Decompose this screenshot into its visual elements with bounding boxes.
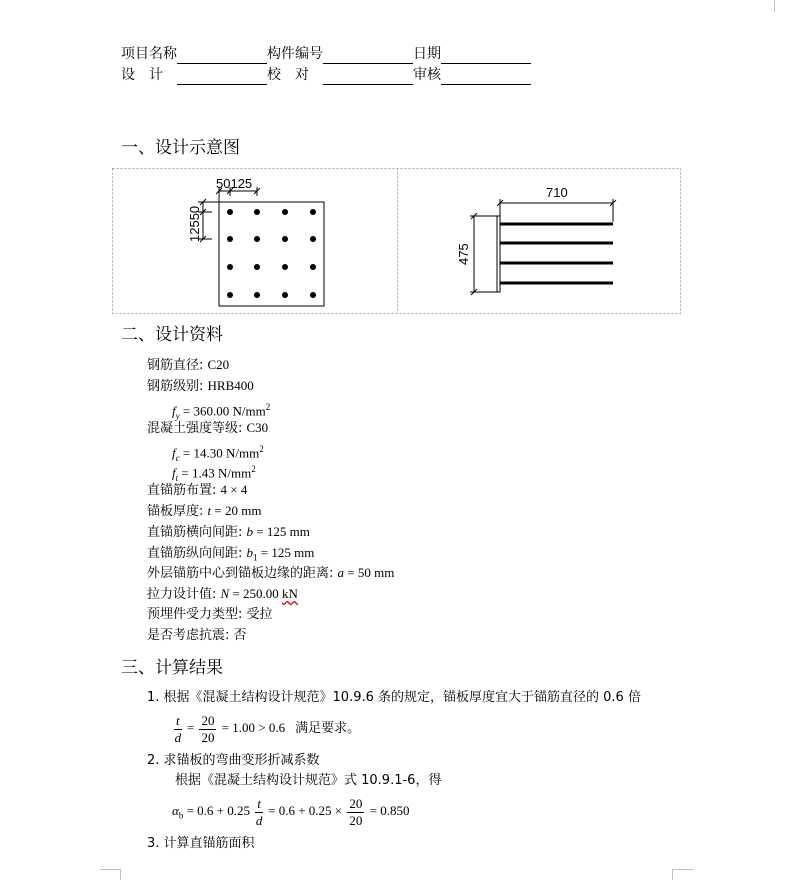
right-side-dimension: [470, 213, 497, 295]
section-heading-diagram: 一、设计示意图: [121, 138, 240, 158]
review-blank: [441, 69, 531, 85]
component-no-blank: [323, 48, 413, 64]
result-2-reference: 根据《混凝土结构设计规范》式 10.9.1-6，得: [175, 773, 442, 788]
fc-subscript: c: [175, 452, 180, 463]
d-denominator: d: [174, 729, 182, 745]
load-type-line: [147, 606, 273, 624]
vertical-spacing-subscript: 1: [253, 552, 258, 563]
result-2-mid2: = 0.6 + 0.25 ×: [264, 803, 346, 818]
result-2-mid: = 0.6 + 0.25: [183, 803, 254, 818]
horizontal-spacing-line: [147, 523, 310, 542]
tension-force-symbol: N: [220, 586, 230, 601]
edge-distance-label: 外层锚筋中心到锚板边缘的距离:: [147, 566, 338, 581]
anchor-bars-elevation: [500, 224, 613, 283]
tension-force-value: = 250.00: [229, 586, 283, 601]
design-blank: [177, 69, 267, 85]
concrete-grade-value: C30: [246, 420, 269, 435]
project-name-blank: [177, 48, 267, 64]
fc-symbol: f: [172, 445, 176, 461]
anchor-plate-plan: [219, 202, 324, 306]
edge-distance-line: [147, 564, 394, 583]
corner-mark-top-right: [774, 0, 775, 12]
vertical-spacing-label: 直锚筋纵向间距:: [147, 546, 247, 561]
header-row-2: [121, 65, 531, 85]
review-label: 审核: [413, 67, 441, 83]
header-row-1: [121, 44, 531, 64]
fy-symbol: f: [172, 403, 176, 419]
result-1-value: = 1.00 > 0.6: [218, 720, 286, 735]
alpha-b-subscript: b: [178, 810, 184, 821]
result-1-equals: =: [183, 720, 198, 735]
section-heading-design-data: 二、设计资料: [121, 325, 223, 345]
result-1-formula: [172, 711, 360, 746]
t-over-d-fraction: [174, 713, 182, 746]
load-type-label: 预埋件受力类型:: [147, 607, 247, 622]
vertical-spacing-symbol: b: [246, 545, 254, 560]
check-label: 校 对: [267, 67, 309, 83]
fc-unit-exponent: 2: [259, 444, 264, 454]
fy-unit-exponent: 2: [265, 402, 271, 412]
rebar-layout-value: 4 × 4: [220, 482, 248, 497]
plate-thickness-line: [147, 502, 261, 521]
date-blank: [441, 48, 531, 64]
rebar-diameter-value: C20: [207, 357, 230, 372]
tension-force-line: [147, 585, 298, 604]
seismic-line: [147, 627, 247, 645]
tension-force-label: 拉力设计值:: [147, 587, 221, 602]
plate-thickness-label: 锚板厚度:: [147, 504, 208, 519]
design-label: 设 计: [121, 67, 163, 83]
fy-value: = 360.00 N/mm: [179, 403, 266, 419]
rebar-diameter-line: [147, 356, 229, 375]
rebar-grade-line: [147, 377, 254, 396]
result-2-t-over-d: [255, 796, 263, 829]
twenty-numerator: 20: [201, 712, 215, 728]
result-2-t: t: [257, 795, 261, 811]
result-2-text: 2. 求锚板的弯曲变形折减系数: [147, 753, 320, 768]
result-2-twenty-num: 20: [349, 795, 363, 811]
left-side-dim-label: 12550: [187, 205, 202, 242]
horizontal-spacing-value: = 125 mm: [253, 524, 310, 539]
ft-unit-exponent: 2: [251, 464, 256, 474]
twenty-denominator: 20: [201, 729, 215, 745]
horizontal-spacing-symbol: b: [246, 524, 254, 539]
tension-force-unit: kN: [282, 586, 298, 601]
t-numerator: t: [176, 712, 180, 728]
plate-thickness-symbol: t: [207, 503, 212, 518]
edge-distance-symbol: a: [337, 565, 345, 580]
ft-symbol: f: [172, 465, 176, 481]
fy-subscript: y: [175, 410, 180, 421]
alpha-b-symbol: α: [172, 803, 179, 818]
seismic-value: 否: [233, 628, 247, 643]
anchor-plate-section: [497, 216, 500, 292]
ft-subscript: t: [175, 472, 179, 483]
fc-value: = 14.30 N/mm: [179, 445, 260, 461]
result-2-d: d: [255, 812, 263, 828]
right-top-dimension: [497, 199, 616, 222]
result-1-text: 1. 根据《混凝土结构设计规范》10.9.6 条的规定，锚板厚度宜大于锚筋直径的 0.6 倍: [147, 690, 641, 705]
section-heading-results: 三、计算结果: [121, 658, 223, 678]
check-blank: [323, 69, 413, 85]
corner-mark-bottom-right: [672, 869, 693, 880]
rebar-layout-label: 直锚筋布置:: [147, 483, 221, 498]
rebar-grade-label: 钢筋级别:: [147, 379, 208, 394]
rebar-grade-value: HRB400: [207, 378, 254, 393]
edge-distance-value: = 50 mm: [344, 565, 395, 580]
rebar-dot-grid: [227, 209, 316, 298]
concrete-grade-line: [147, 419, 268, 438]
project-name-label: 项目名称: [121, 46, 177, 62]
left-top-dim-label: 50125: [216, 176, 253, 191]
plate-thickness-value: = 20 mm: [211, 503, 262, 518]
result-2-twenty-fraction: [347, 796, 364, 829]
result-2-twenty-den: 20: [349, 812, 363, 828]
component-no-label: 构件编号: [267, 46, 323, 62]
date-label: 日期: [413, 46, 441, 62]
concrete-grade-label: 混凝土强度等级:: [147, 421, 247, 436]
seismic-label: 是否考虑抗震:: [147, 628, 234, 643]
design-diagram: [112, 168, 682, 316]
twenty-over-twenty-fraction: [199, 713, 216, 746]
result-1-ok: 满足要求。: [295, 721, 361, 736]
right-top-dim-label: 710: [546, 185, 568, 200]
result-2-formula: [172, 794, 409, 833]
horizontal-spacing-label: 直锚筋横向间距:: [147, 525, 247, 540]
rebar-diameter-label: 钢筋直径:: [147, 358, 208, 373]
rebar-layout-line: [147, 481, 247, 500]
right-side-dim-label: 475: [456, 243, 471, 265]
vertical-spacing-value: = 125 mm: [257, 545, 315, 560]
result-2-value: = 0.850: [366, 803, 410, 818]
result-3-text: 3. 计算直锚筋面积: [147, 836, 255, 851]
corner-mark-bottom-left: [100, 869, 121, 880]
load-type-value: 受拉: [246, 607, 273, 622]
ft-value: = 1.43 N/mm: [178, 465, 252, 481]
